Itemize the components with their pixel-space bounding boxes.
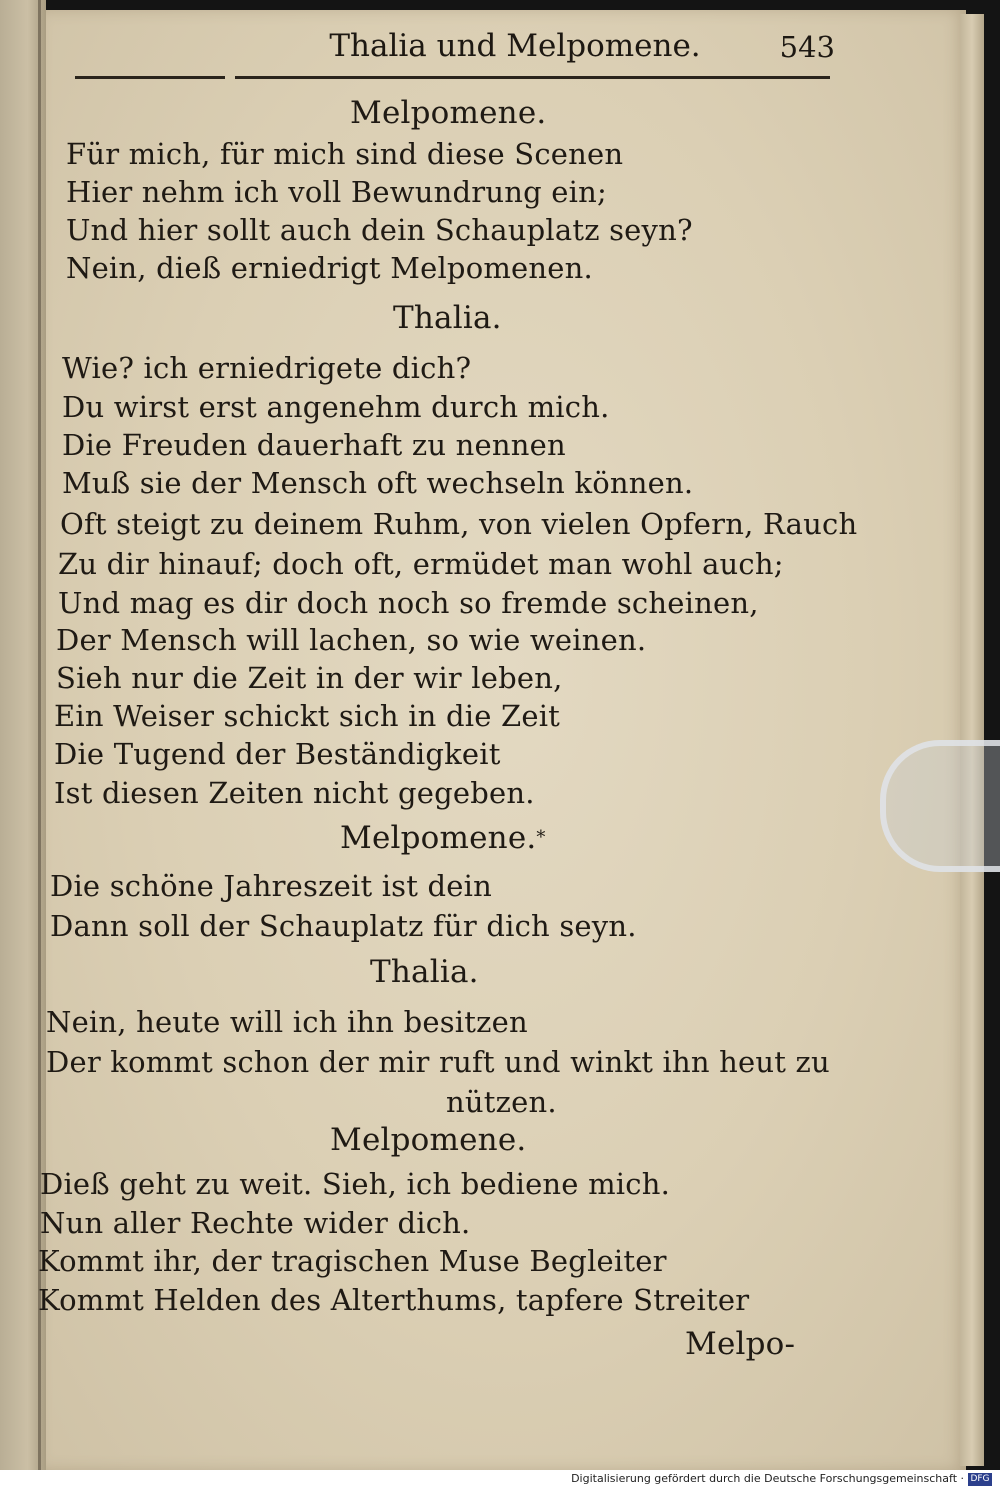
running-title: Thalia und Melpomene. bbox=[329, 28, 701, 64]
verse-line: Und mag es dir doch noch so fremde scheinen, bbox=[58, 586, 759, 620]
verse-line: Dieß geht zu weit. Sieh, ich bediene mich. bbox=[40, 1167, 671, 1201]
speaker-label: Thalia. bbox=[393, 300, 502, 336]
verse-line: Für mich, für mich sind diese Scenen bbox=[66, 137, 624, 171]
funding-credit: Digitalisierung gefördert durch die Deutsche Forschungsgemeinschaft · bbox=[571, 1472, 964, 1485]
verse-line: Muß sie der Mensch oft wechseln können. bbox=[62, 466, 694, 500]
verse-line: Der Mensch will lachen, so wie weinen. bbox=[56, 623, 647, 657]
page-clip bbox=[880, 740, 1000, 872]
page-header bbox=[75, 22, 835, 82]
verse-line: Kommt ihr, der tragischen Muse Begleiter bbox=[38, 1244, 667, 1278]
speaker-label: Melpomene. bbox=[350, 95, 547, 131]
verse-line: Oft steigt zu deinem Ruhm, von vielen Opfern, Rauch bbox=[60, 507, 858, 541]
page-number: 543 bbox=[779, 30, 835, 64]
verse-line: Du wirst erst angenehm durch mich. bbox=[62, 390, 610, 424]
continuation-line: nützen. bbox=[446, 1085, 557, 1119]
footnote-mark: * bbox=[536, 827, 546, 848]
verse-line: Ein Weiser schickt sich in die Zeit bbox=[54, 699, 561, 733]
verse-line: Wie? ich erniedrigete dich? bbox=[62, 351, 472, 385]
verse-line: Die schöne Jahreszeit ist dein bbox=[50, 869, 493, 903]
verse-line: Zu dir hinauf; doch oft, ermüdet man wohl auch; bbox=[58, 547, 784, 581]
speaker-label: Melpomene. bbox=[330, 1122, 527, 1158]
speaker-label: Thalia. bbox=[370, 954, 479, 990]
dfg-logo-icon: DFG bbox=[968, 1473, 992, 1486]
verse-line: Die Tugend der Beständigkeit bbox=[54, 737, 501, 771]
header-rule-right bbox=[235, 76, 830, 79]
verse-line: Ist diesen Zeiten nicht gegeben. bbox=[54, 776, 535, 810]
verse-line: Dann soll der Schauplatz für dich seyn. bbox=[50, 909, 637, 943]
verse-line: Kommt Helden des Alterthums, tapfere Streiter bbox=[38, 1283, 750, 1317]
speaker-label: Melpomene.* bbox=[340, 820, 546, 856]
verse-line: Der kommt schon der mir ruft und winkt ihn heut zu bbox=[46, 1045, 830, 1079]
verse-line: Die Freuden dauerhaft zu nennen bbox=[62, 428, 566, 462]
verse-line: Nein, heute will ich ihn besitzen bbox=[46, 1005, 528, 1039]
verse-line: Hier nehm ich voll Bewundrung ein; bbox=[66, 175, 607, 209]
catchword: Melpo- bbox=[685, 1326, 796, 1362]
verse-line: Sieh nur die Zeit in der wir leben, bbox=[56, 661, 563, 695]
header-rule-left bbox=[75, 76, 225, 79]
verse-line: Nun aller Rechte wider dich. bbox=[40, 1206, 471, 1240]
verse-line: Nein, dieß erniedrigt Melpomenen. bbox=[66, 251, 593, 285]
footer-bar bbox=[0, 1470, 1000, 1490]
verse-line: Und hier sollt auch dein Schauplatz seyn? bbox=[66, 213, 693, 247]
